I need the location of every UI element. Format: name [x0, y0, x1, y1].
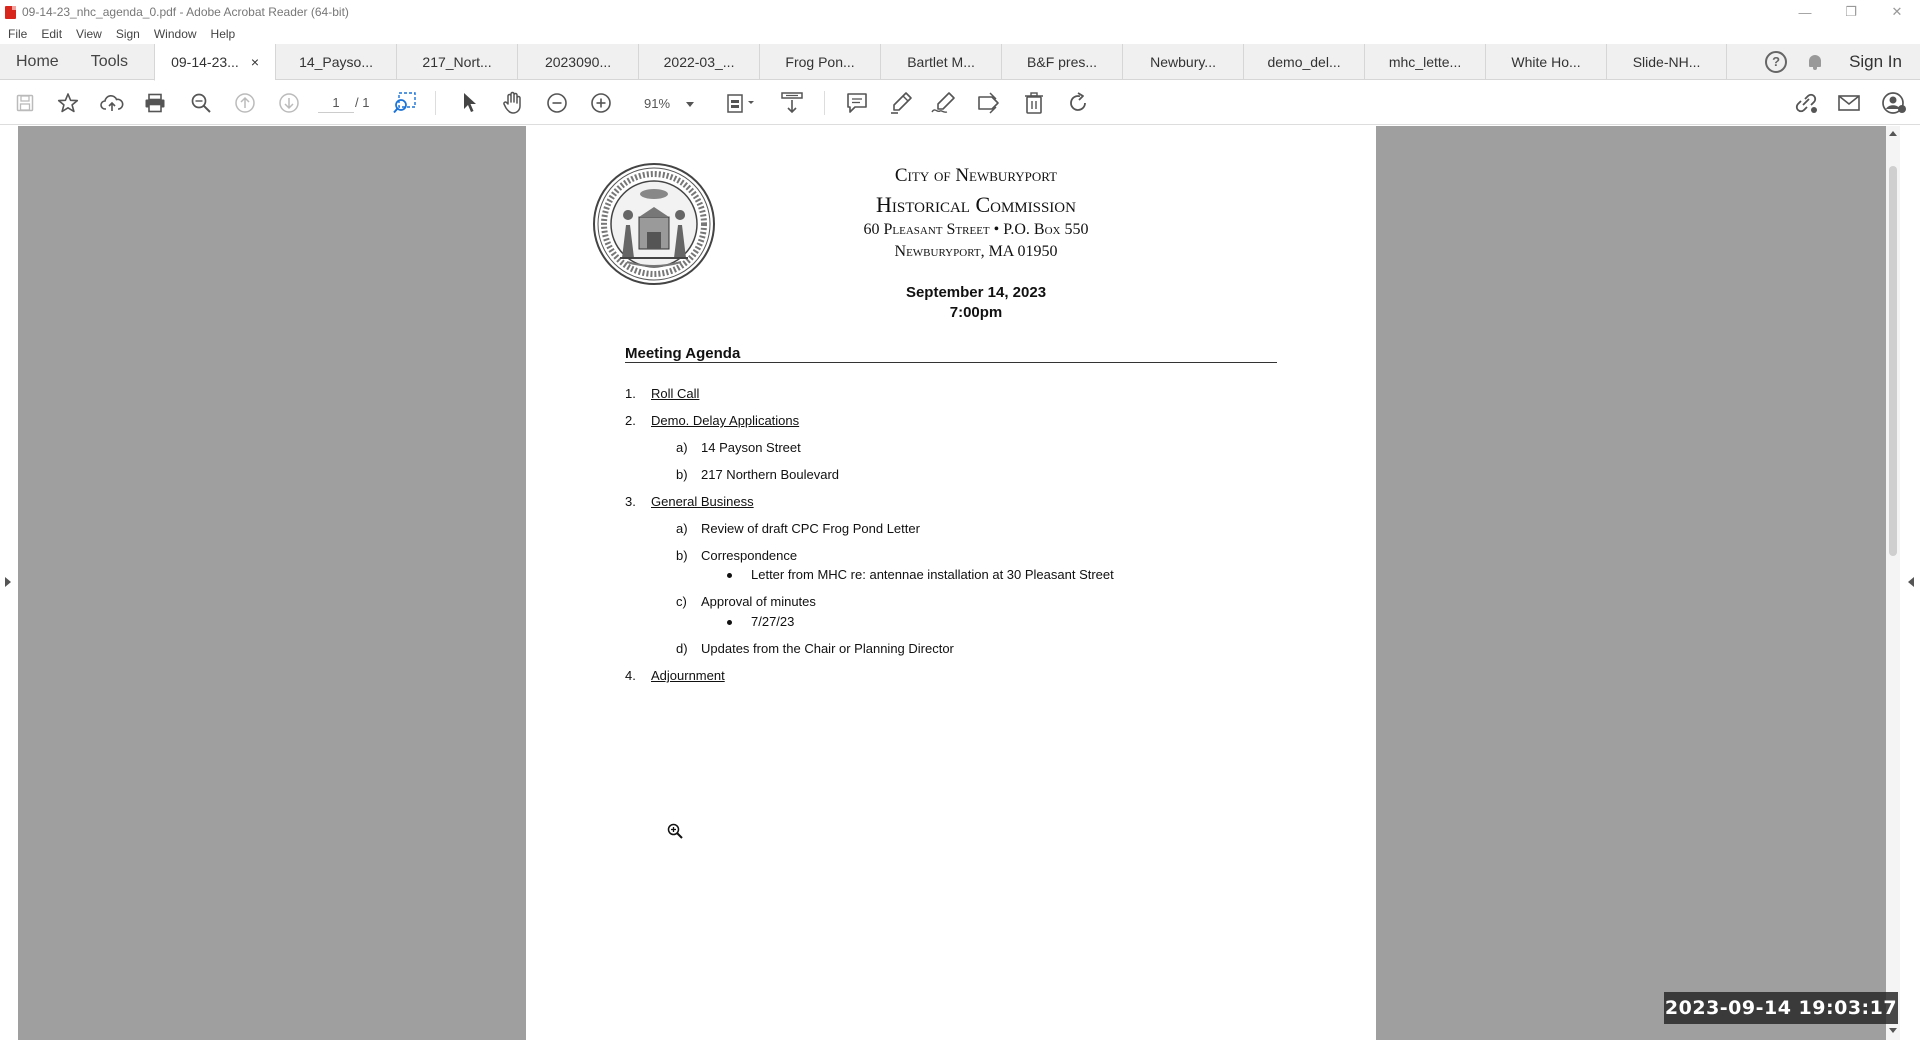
document-tab[interactable] [638, 44, 759, 79]
sub-item-bullet-text: 7/27/23 [751, 614, 795, 629]
window-title: 09-14-23_nhc_agenda_0.pdf - Adobe Acrobat Reader (64-bit) [22, 5, 349, 19]
scroll-mode-icon[interactable] [778, 81, 806, 125]
scroll-up-icon[interactable] [1889, 131, 1897, 136]
header-commission: Historical Commission [876, 192, 1076, 217]
sub-item-letter: d) [676, 641, 688, 656]
document-tab-label: mhc_lette... [1388, 53, 1462, 70]
window-controls [1782, 0, 1920, 24]
chevron-down-icon [686, 102, 694, 107]
previous-page-icon[interactable] [232, 81, 258, 125]
document-tab-label: Slide-NH... [1632, 53, 1701, 70]
page-number-input[interactable]: 1 [318, 93, 354, 113]
bullet-icon [727, 620, 732, 625]
sub-item-text: Correspondence [701, 548, 798, 563]
document-workspace[interactable] [0, 126, 1920, 1040]
rotate-icon[interactable] [1064, 81, 1092, 125]
sub-item-letter: b) [676, 548, 688, 563]
document-tab-label: Bartlet M... [907, 53, 975, 70]
toolbar [0, 81, 1920, 125]
meeting-time: 7:00pm [949, 304, 1003, 321]
sub-item-letter: b) [676, 467, 688, 482]
agenda-title: Meeting Agenda [625, 345, 741, 362]
delete-trash-icon[interactable] [1020, 81, 1048, 125]
menu-edit[interactable]: Edit [41, 27, 63, 41]
menu-view[interactable]: View [76, 27, 102, 41]
document-tab[interactable] [1122, 44, 1243, 79]
sub-item-text: Review of draft CPC Frog Pond Letter [701, 521, 920, 536]
document-tab-label: Newbury... [1150, 53, 1216, 70]
document-tab[interactable] [517, 44, 638, 79]
sub-item-letter: c) [676, 594, 687, 609]
restore-icon[interactable]: ❐ [1845, 4, 1857, 19]
document-tab[interactable] [275, 44, 396, 79]
document-tab-label: 09-14-23... [171, 54, 239, 70]
scroll-down-icon[interactable] [1889, 1028, 1897, 1033]
sub-item-text: 217 Northern Boulevard [701, 467, 840, 482]
sign-pen-icon[interactable] [930, 81, 958, 125]
find-text-icon[interactable] [390, 81, 420, 125]
menu-window[interactable]: Window [153, 27, 197, 41]
stamp-icon[interactable] [974, 81, 1004, 125]
next-page-icon[interactable] [276, 81, 302, 125]
share-link-icon[interactable] [1791, 81, 1821, 125]
document-tab-label: 2023090... [544, 53, 612, 70]
header-city-state: Newburyport, MA 01950 [894, 243, 1058, 260]
share-user-icon[interactable] [1879, 81, 1909, 125]
agenda-item-number: 1. [625, 386, 636, 401]
zoom-level-value: 91% [644, 96, 671, 111]
agenda-item-adjournment: Adjournment [651, 668, 725, 683]
header-city: City of Newburyport [894, 165, 1058, 186]
sign-in-button[interactable]: Sign In [1849, 51, 1902, 71]
cloud-upload-icon[interactable] [99, 81, 125, 125]
document-tab[interactable] [1485, 44, 1606, 79]
document-tab[interactable] [1606, 44, 1727, 79]
document-tab-label: 14_Payso... [299, 53, 374, 70]
pdf-app-icon [5, 6, 16, 19]
expand-left-panel-icon[interactable] [5, 577, 11, 587]
agenda-item-general-business: General Business [651, 494, 754, 509]
print-icon[interactable] [142, 81, 168, 125]
bullet-icon [727, 573, 732, 578]
pdf-page [526, 126, 1376, 1040]
left-panel-toggle[interactable] [0, 126, 18, 1040]
sub-item-letter: a) [676, 521, 688, 536]
zoom-out-icon[interactable] [544, 81, 570, 125]
close-tab-icon[interactable]: × [250, 54, 259, 70]
minimize-icon[interactable]: — [1798, 4, 1812, 20]
sub-item-text: Approval of minutes [701, 594, 816, 609]
agenda-item-number: 4. [625, 668, 636, 683]
agenda-item-roll-call: Roll Call [651, 386, 700, 401]
zoom-level-dropdown[interactable] [628, 93, 702, 115]
document-tab[interactable] [154, 44, 275, 81]
document-tab[interactable] [880, 44, 1001, 79]
zoom-search-icon[interactable] [188, 81, 214, 125]
menu-sign[interactable]: Sign [115, 27, 140, 41]
document-tab[interactable] [759, 44, 880, 79]
tab-bar [0, 44, 1920, 80]
scrollbar-thumb[interactable] [1889, 166, 1897, 556]
city-seal-logo [592, 162, 716, 286]
agenda-item-number: 3. [625, 494, 636, 509]
sub-item-text: 14 Payson Street [701, 440, 801, 455]
email-icon[interactable] [1835, 81, 1863, 125]
document-tab[interactable] [396, 44, 517, 79]
document-tab-label: demo_del... [1267, 53, 1341, 70]
agenda-item-number: 2. [625, 413, 636, 428]
hand-tool-icon[interactable] [500, 81, 526, 125]
account-area [1765, 44, 1920, 79]
save-icon[interactable] [12, 81, 38, 125]
expand-right-panel-icon[interactable] [1908, 577, 1914, 587]
document-tab[interactable] [1243, 44, 1364, 79]
header-address: 60 Pleasant Street • P.O. Box 550 [863, 221, 1089, 238]
meeting-date: September 14, 2023 [905, 284, 1047, 301]
page-display-icon[interactable] [724, 81, 758, 125]
document-tab[interactable] [1364, 44, 1485, 79]
agenda-item-demo-delay: Demo. Delay Applications [651, 413, 800, 428]
vertical-scrollbar[interactable] [1886, 126, 1900, 1040]
sub-item-text: Updates from the Chair or Planning Director [701, 641, 954, 656]
document-tab-label: B&F pres... [1027, 53, 1098, 70]
document-tab-label: 2022-03_... [663, 53, 735, 70]
document-tab-label: 217_Nort... [422, 53, 492, 70]
bookmark-star-icon[interactable] [55, 81, 81, 125]
home-tab[interactable]: Home [16, 52, 59, 70]
help-icon[interactable]: ? [1765, 51, 1787, 73]
zoom-cursor-icon [667, 823, 683, 839]
menu-file[interactable]: File [8, 27, 28, 41]
sub-item-bullet-text: Letter from MHC re: antennae installation at 30 Pleasant Street [751, 567, 1114, 582]
menu-help[interactable]: Help [210, 27, 236, 41]
sub-item-letter: a) [676, 440, 688, 455]
zoom-in-icon[interactable] [588, 81, 614, 125]
highlight-pen-icon[interactable] [887, 81, 915, 125]
notification-bell-icon[interactable] [1807, 53, 1823, 71]
tools-tab[interactable]: Tools [90, 52, 129, 70]
agenda-divider [625, 362, 1277, 363]
close-icon[interactable]: ✕ [1891, 4, 1903, 19]
comment-icon[interactable] [843, 81, 871, 125]
recording-timestamp: 2023-09-14 19:03:17 [1664, 992, 1898, 1024]
page-total-label: / 1 [355, 95, 370, 110]
document-tab-label: White Ho... [1511, 53, 1581, 70]
select-cursor-icon[interactable] [457, 81, 483, 125]
document-tab[interactable] [1001, 44, 1122, 79]
menu-bar [0, 24, 1920, 44]
title-bar [0, 0, 1920, 24]
document-tab-label: Frog Pon... [785, 53, 855, 70]
